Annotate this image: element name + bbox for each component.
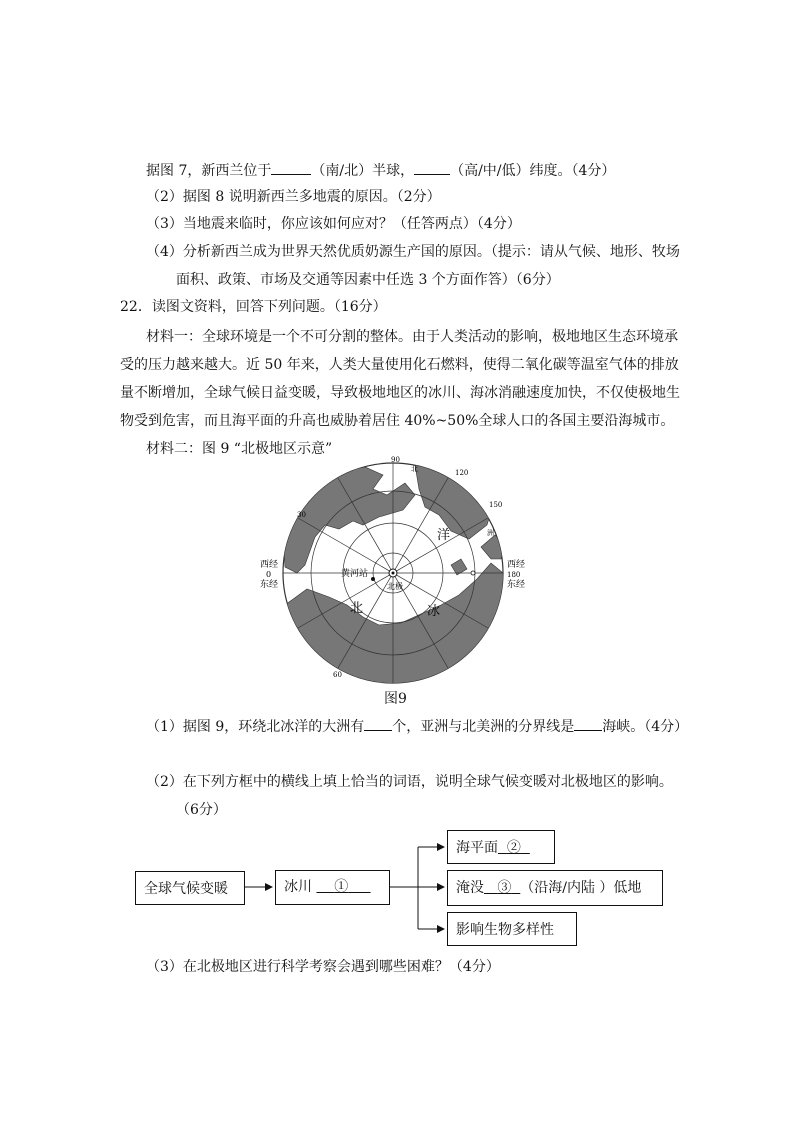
label-deg-150: 150 bbox=[489, 501, 503, 509]
glacier-label: 冰川 bbox=[284, 879, 312, 895]
q21-4-line2: 面积、政策、市场及交通等因素中任选 3 个方面作答）（6分） bbox=[176, 272, 560, 288]
flow-arrows bbox=[0, 820, 794, 960]
label-continent-a: 北 bbox=[411, 465, 418, 473]
q21-1-text-b: （南/北）半球， bbox=[311, 163, 415, 179]
answer-blank[interactable] bbox=[271, 160, 311, 175]
label-deg-180: 180 bbox=[507, 571, 521, 579]
q22-1-text-a: （1）据图 9，环绕北冰洋的大洲有 bbox=[146, 719, 365, 735]
label-deg-60: 60 bbox=[333, 671, 342, 679]
bio-text: 影响生物多样性 bbox=[456, 922, 554, 938]
label-east-left: 东经 bbox=[260, 580, 279, 590]
label-deg-30: 30 bbox=[297, 511, 306, 519]
sea-label: 海平面 bbox=[456, 840, 498, 856]
label-ocean-2: 北 bbox=[350, 601, 364, 616]
q22-2-line1: （2）在下列方框中的横线上填上恰当的词语，说明全球气候变暖对北极地区的影响。 bbox=[146, 774, 673, 790]
q22-title: 22．读图文资料，回答下列问题。（16分） bbox=[120, 299, 387, 315]
label-west-right: 西经 bbox=[507, 560, 526, 570]
label-pole: 北极 bbox=[387, 582, 403, 591]
q22-3: （3）在北极地区进行科学考察会遇到哪些困难？（4分） bbox=[146, 959, 500, 975]
label-deg-120: 120 bbox=[455, 469, 469, 477]
q21-1-text-c: （高/中/低）纬度。（4分） bbox=[450, 163, 616, 179]
q21-1-text-a: 据图 7，新西兰位于 bbox=[146, 163, 272, 179]
town-marker bbox=[471, 571, 475, 575]
material1-line: 物受到危害，而且海平面的升高也威胁着居住 40%~50%全球人口的各国主要沿海城市。 bbox=[120, 413, 675, 429]
q22-2-line2: （6分） bbox=[176, 802, 227, 818]
label-zero-left: 0 bbox=[266, 570, 272, 579]
flood-label: 淹没 bbox=[456, 880, 484, 896]
flood-mark: ③ bbox=[497, 880, 512, 896]
q21-2: （2）据图 8 说明新西兰多地震的原因。（2分） bbox=[146, 189, 441, 205]
box-global-warming bbox=[135, 871, 245, 905]
sea-blank[interactable] bbox=[498, 840, 530, 856]
q21-3: （3）当地震来临时，你应该如何应对？（任答两点）（4分） bbox=[146, 216, 521, 232]
box-flood bbox=[447, 870, 663, 906]
sea-mark: ② bbox=[506, 840, 521, 856]
label-ocean-3: 冰 bbox=[427, 604, 441, 619]
figure-caption: 图9 bbox=[384, 691, 407, 707]
box-biodiversity bbox=[447, 912, 577, 946]
label-station: 黄河站 bbox=[341, 569, 369, 579]
q22-1-text-c: 海峡。（4分） bbox=[602, 719, 689, 735]
box-sea-level bbox=[447, 830, 555, 864]
answer-blank[interactable] bbox=[574, 716, 602, 731]
label-deg-90-top: 90 bbox=[391, 456, 400, 464]
box-global-warming-text: 全球气候变暖 bbox=[144, 881, 228, 897]
arctic-map bbox=[255, 455, 535, 685]
q21-1 bbox=[146, 160, 615, 181]
material2: 材料二：图 9 “北极地区示意” bbox=[146, 441, 333, 457]
q21-4-line1: （4）分析新西兰成为世界天然优质奶源生产国的原因。（提示：请从气候、地形、牧场 bbox=[146, 244, 680, 260]
answer-blank[interactable] bbox=[364, 716, 392, 731]
pole-dot bbox=[392, 572, 395, 575]
label-east-right: 东经 bbox=[507, 580, 526, 590]
material1-line: 受的压力越来越大。近 50 年来，人类大量使用化石燃料，使得二氧化碳等温室气体的排放 bbox=[120, 357, 679, 373]
material1-line: 材料一：全球环境是一个不可分割的整体。由于人类活动的影响，极地地区生态环境承 bbox=[146, 329, 678, 345]
q22-1-text-b: 个，亚洲与北美洲的分界线是 bbox=[392, 719, 575, 735]
box-glacier bbox=[275, 870, 390, 905]
label-ocean-1: 洋 bbox=[437, 528, 451, 543]
q22-1 bbox=[146, 716, 688, 737]
label-continent-b: 洲 bbox=[487, 529, 494, 537]
answer-blank[interactable] bbox=[414, 160, 450, 175]
material1-line: 量不断增加，全球气候日益变暖，导致极地地区的冰川、海冰消融速度加快，不仅使极地生 bbox=[120, 385, 680, 401]
flood-rest: （沿海/内陆 ）低地 bbox=[520, 880, 642, 896]
glacier-blank[interactable] bbox=[316, 879, 370, 895]
label-west-left: 西经 bbox=[260, 560, 279, 570]
station-marker bbox=[371, 577, 375, 581]
glacier-mark: ① bbox=[334, 879, 349, 895]
flood-blank[interactable] bbox=[484, 880, 520, 896]
